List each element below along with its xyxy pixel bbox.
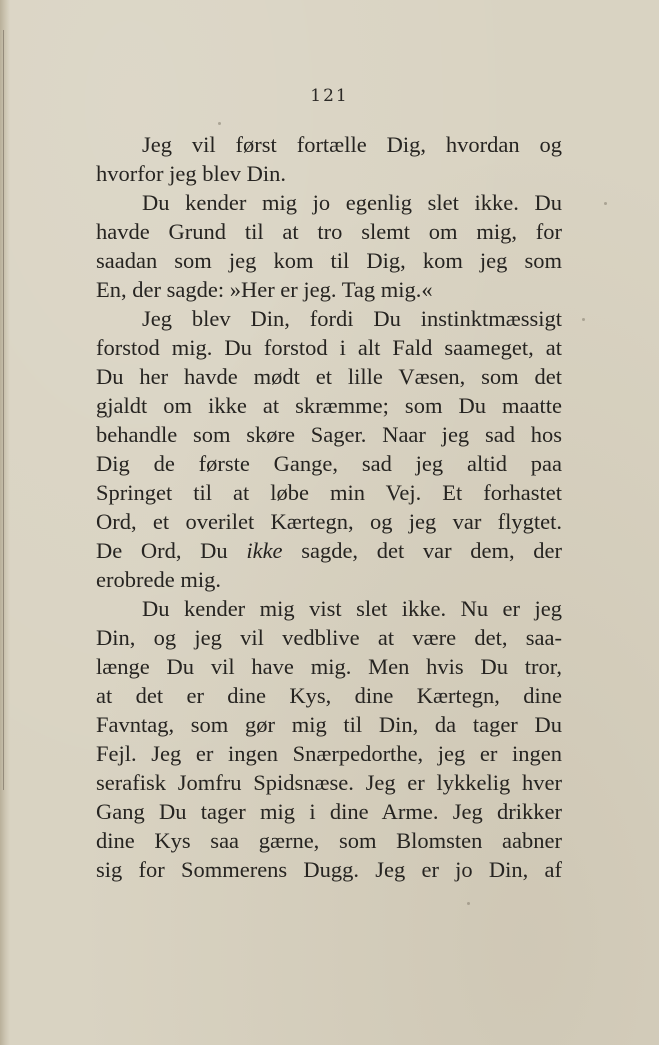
paper-speck [218, 122, 221, 125]
page-binding-edge [0, 0, 10, 1045]
text-line: Du kender mig vist slet ikke. Nu er jeg [142, 596, 562, 621]
text-line: erobrede mig. [96, 567, 221, 592]
text-line: Du kender mig jo egenlig slet ikke. Du [142, 190, 562, 215]
paper-speck [604, 202, 607, 205]
page-number: 121 [310, 86, 349, 106]
text-line: behandle som skøre Sager. Naar jeg sad hos [96, 422, 562, 447]
text-line: Din, og jeg vil vedblive at være det, saa- [96, 625, 562, 650]
text-line: Favntag, som gør mig til Din, da tager Du [96, 712, 562, 737]
text-line: Springet til at løbe min Vej. Et forhastet [96, 480, 562, 505]
text-line: saadan som jeg kom til Dig, kom jeg som [96, 248, 562, 273]
paper-speck [467, 902, 470, 905]
text-line: serafisk Jomfru Spidsnæse. Jeg er lykkelig hver [96, 770, 562, 795]
text-line: at det er dine Kys, dine Kærtegn, dine [96, 683, 562, 708]
text-line: forstod mig. Du forstod i alt Fald saameget, at [96, 335, 562, 360]
text-line: havde Grund til at tro slemt om mig, for [96, 219, 562, 244]
text-line: gjaldt om ikke at skræmme; som Du maatte [96, 393, 562, 418]
text-line: hvorfor jeg blev Din. [96, 161, 286, 186]
text-line: Du her havde mødt et lille Væsen, som det [96, 364, 562, 389]
text-line: Fejl. Jeg er ingen Snærpedorthe, jeg er ingen [96, 741, 562, 766]
text-line: Dig de første Gange, sad jeg altid paa [96, 451, 562, 476]
paper-speck [582, 318, 585, 321]
text-line: En, der sagde: »Her er jeg. Tag mig.« [96, 277, 433, 302]
text-line: sig for Sommerens Dugg. Jeg er jo Din, af [96, 857, 562, 882]
text-line: længe Du vil have mig. Men hvis Du tror, [96, 654, 562, 679]
body-text [96, 130, 562, 884]
text-line: Gang Du tager mig i dine Arme. Jeg drikker [96, 799, 562, 824]
text-line: De Ord, Du ikke sagde, det var dem, der [96, 538, 562, 563]
text-line: Jeg blev Din, fordi Du instinktmæssigt [142, 306, 562, 331]
text-line: dine Kys saa gærne, som Blomsten aabner [96, 828, 562, 853]
text-line: Jeg vil først fortælle Dig, hvordan og [142, 132, 562, 157]
emphasized-word: ikke [246, 538, 283, 563]
text-line: Ord, et overilet Kærtegn, og jeg var flygtet. [96, 509, 562, 534]
